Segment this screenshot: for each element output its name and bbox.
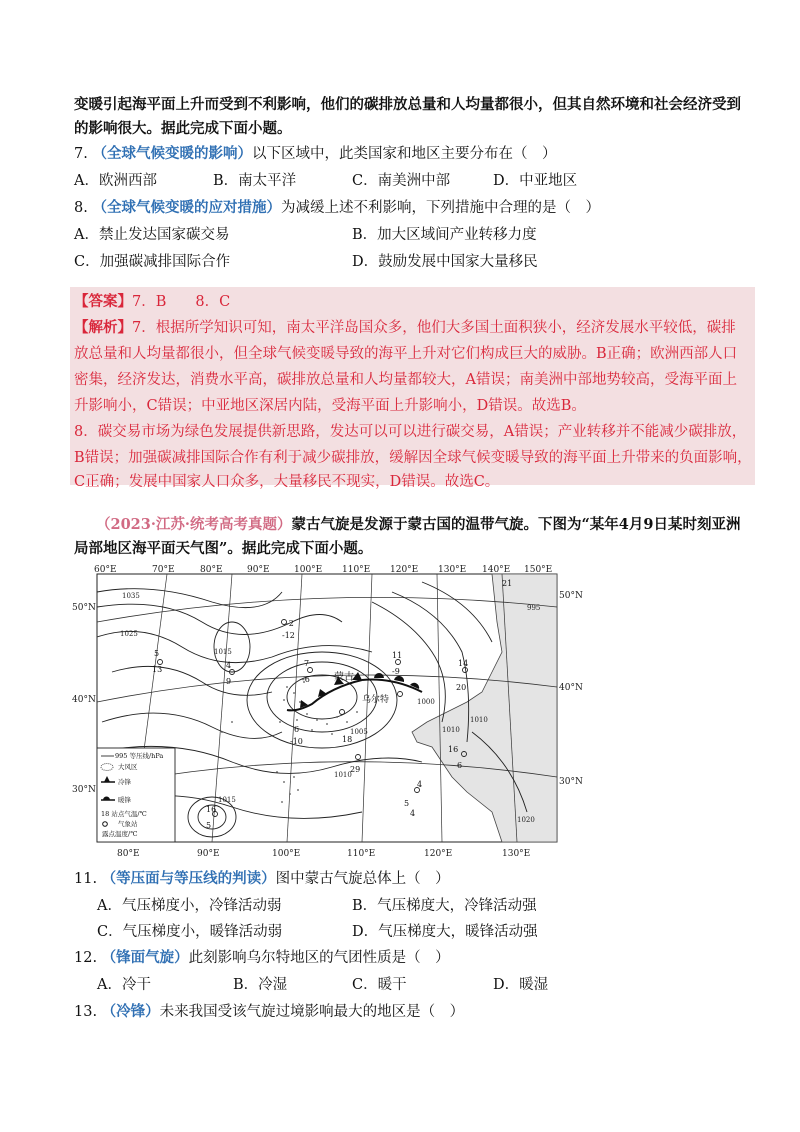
station-value: 5 — [404, 799, 410, 808]
lon-label-bottom: 110°E — [347, 849, 376, 859]
lon-label-top: 90°E — [247, 565, 270, 575]
lat-label-right: 30°N — [559, 777, 583, 787]
question-topic-tag: （锋面气旋） — [101, 949, 189, 966]
lat-label-left: 40°N — [72, 695, 96, 705]
question-topic-tag: （全球气候变暖的影响） — [92, 145, 252, 162]
station-value: 13 — [152, 665, 163, 674]
legend-gale: 大风区 — [118, 763, 138, 771]
answer-value: 7．B 8．C — [132, 294, 231, 310]
q12-option-b: B．冷湿 — [233, 977, 288, 993]
q8-option-a: A．禁止发达国家碳交易 — [74, 227, 230, 243]
station-value: -12 — [282, 631, 295, 640]
map-legend — [97, 748, 175, 842]
q12-option-c: C．暖干 — [352, 977, 407, 993]
legend-dew: 露点温度/℃ — [102, 830, 138, 838]
legend-station: 气象站 — [118, 820, 138, 828]
isobar-label: 1025 — [120, 630, 138, 638]
question-8 — [74, 197, 600, 219]
station-value: 11 — [392, 651, 403, 660]
question-stem: 以下区域中，此类国家和地区主要分布在（ ） — [251, 146, 557, 162]
intro-line-2: 的影响很大。据此完成下面小题。 — [74, 120, 292, 137]
question-number: 8. — [74, 200, 88, 216]
question-stem: 此刻影响乌尔特地区的气团性质是（ ） — [188, 950, 450, 966]
analysis-line-4: 升影响小，C错误；中亚地区深居内陆，受海平面上升影响小，D错误。故选B。 — [74, 398, 586, 414]
legend-temp: 18 站点气温/℃ — [101, 810, 147, 818]
station-value: 16 — [206, 805, 217, 814]
q8-option-b: B．加大区域间产业转移力度 — [352, 227, 537, 243]
station-value: 9 — [226, 677, 232, 686]
isobar-label: 1005 — [350, 728, 368, 736]
question-7 — [74, 143, 556, 165]
isobar-label: 995 — [527, 604, 541, 612]
analysis-line-6: B错误；加强碳减排国际合作有利于减少碳排放，缓解因全球气候变暖导致的海平面上升带来的负面影响， — [74, 450, 752, 466]
station-value: 21 — [502, 579, 513, 588]
isobar-label: 1015 — [214, 648, 232, 656]
station-value: 20 — [456, 683, 467, 692]
lon-label-bottom: 130°E — [502, 849, 531, 859]
station-value: -2 — [286, 619, 294, 628]
question-12 — [74, 947, 450, 969]
passage-text: 蒙古气旋是发源于蒙古国的温带气旋。下图为“某年4月9日某时刻亚洲 — [291, 516, 741, 533]
legend-cold: 冷锋 — [118, 778, 131, 786]
question-stem: 为减缓上述不利影响，下列措施中合理的是（ ） — [280, 200, 600, 216]
lon-label-top: 60°E — [94, 565, 117, 575]
station-value: 14 — [458, 659, 469, 668]
legend-isobar: 995 等压线/hPa — [115, 752, 164, 760]
lon-label-bottom: 120°E — [424, 849, 453, 859]
analysis-label: 【解析】 — [74, 319, 132, 336]
station-value: 29 — [350, 765, 361, 774]
q11-option-c: C．气压梯度小，暖锋活动弱 — [97, 924, 283, 940]
legend-warm: 暖锋 — [118, 796, 131, 804]
q11-option-b: B．气压梯度大，冷锋活动强 — [352, 898, 537, 914]
isobar-label: 1020 — [517, 816, 535, 824]
place-label-ulanqab: 乌尔特 — [362, 695, 390, 705]
station-value: 4 — [410, 809, 416, 818]
q12-option-d: D．暖湿 — [493, 977, 549, 993]
question-topic-tag: （等压面与等压线的判读） — [101, 870, 276, 887]
station-value: 7 — [304, 659, 310, 668]
analysis-line-5: 8．碳交易市场为绿色发展提供新思路，发达可以可以进行碳交易，A错误；产业转移并不能减少碳排放， — [74, 424, 747, 440]
lat-label-right: 40°N — [559, 683, 583, 693]
station-value: 18 — [342, 735, 353, 744]
q8-option-c: C．加强碳减排国际合作 — [74, 254, 231, 270]
lon-label-bottom: 90°E — [197, 849, 220, 859]
lat-label-right: 50°N — [559, 591, 583, 601]
intro-line-1: 变暖引起海平面上升而受到不利影响，他们的碳排放总量和人均量都很小，但其自然环境和社会经济受到 — [74, 96, 741, 113]
lon-label-top: 80°E — [200, 565, 223, 575]
lon-label-top: 140°E — [482, 565, 511, 575]
analysis-line-1 — [74, 317, 736, 339]
place-label-mongolia: 蒙古 — [334, 672, 354, 683]
isobar-label: 1000 — [417, 698, 435, 706]
q11-option-a: A．气压梯度小，冷锋活动弱 — [97, 898, 282, 914]
isobar-label: 1010 — [470, 716, 488, 724]
q7-option-c: C．南美洲中部 — [352, 173, 451, 189]
lat-label-left: 30°N — [72, 785, 96, 795]
isobar-label: 1035 — [122, 592, 140, 600]
station-value: 6 — [457, 761, 463, 770]
station-value: 4 — [226, 661, 232, 670]
weather-map — [72, 562, 583, 862]
question-number: 13. — [74, 1004, 98, 1020]
isobar-label: 1010 — [442, 726, 460, 734]
answer-panel — [70, 287, 755, 490]
isobar-label: 1010 — [334, 771, 352, 779]
passage-2-line-1 — [96, 514, 740, 536]
q7-option-a: A．欧洲西部 — [74, 173, 157, 189]
question-number: 11. — [74, 871, 98, 887]
answer-line — [74, 291, 230, 313]
lon-label-top: 100°E — [294, 565, 323, 575]
q11-option-d: D．气压梯度大，暖锋活动强 — [352, 924, 538, 940]
station-value: -6 — [302, 675, 310, 684]
station-value: 6 — [294, 725, 300, 734]
passage-2-line-2: 局部地区海平面天气图”。据此完成下面小题。 — [74, 540, 373, 557]
analysis-line-7: C正确；发展中国家人口众多，大量移民不现实，D错误。故选C。 — [74, 474, 500, 490]
station-value: 4 — [417, 780, 423, 789]
station-value: -9 — [392, 667, 400, 676]
question-11 — [74, 868, 450, 890]
lon-label-top: 110°E — [342, 565, 371, 575]
analysis-line-2: 放总量和人均量都很小，但全球气候变暖导致的海平上升对它们构成巨大的威胁。B正确；欧洲西部人口 — [74, 346, 738, 362]
q8-option-d: D．鼓励发展中国家大量移民 — [352, 254, 538, 270]
q7-option-b: B．南太平洋 — [213, 173, 297, 189]
question-stem: 未来我国受该气旋过境影响最大的地区是（ ） — [159, 1004, 465, 1020]
question-stem: 图中蒙古气旋总体上（ ） — [275, 871, 450, 887]
question-13 — [74, 1001, 464, 1023]
question-number: 7. — [74, 146, 88, 162]
analysis-text: 7．根据所学知识可知，南太平洋岛国众多，他们大多国土面积狭小，经济发展水平较低，碳排 — [132, 320, 736, 336]
station-value: 5 — [154, 649, 160, 658]
question-topic-tag: （冷锋） — [101, 1003, 160, 1020]
lon-label-top: 70°E — [152, 565, 175, 575]
q12-option-a: A．冷干 — [97, 977, 151, 993]
lon-label-bottom: 100°E — [272, 849, 301, 859]
station-value: 16 — [448, 745, 459, 754]
lon-label-top: 150°E — [524, 565, 553, 575]
isobar-label: 1015 — [218, 796, 236, 804]
question-number: 12. — [74, 950, 98, 966]
analysis-line-3: 密集，经济发达，消费水平高，碳排放总量和人均量都较大，A错误；南美洲中部地势较高，受海平面上 — [74, 372, 737, 388]
lon-label-top: 130°E — [438, 565, 467, 575]
answer-label: 【答案】 — [74, 293, 132, 310]
source-tag: （2023·江苏·统考高考真题） — [96, 516, 292, 533]
q7-option-d: D．中亚地区 — [493, 173, 578, 189]
lat-label-left: 50°N — [72, 603, 96, 613]
station-value: 5 — [206, 821, 212, 830]
lon-label-top: 120°E — [390, 565, 419, 575]
lon-label-bottom: 80°E — [117, 849, 140, 859]
question-topic-tag: （全球气候变暖的应对措施） — [92, 199, 281, 216]
station-value: -10 — [290, 737, 303, 746]
